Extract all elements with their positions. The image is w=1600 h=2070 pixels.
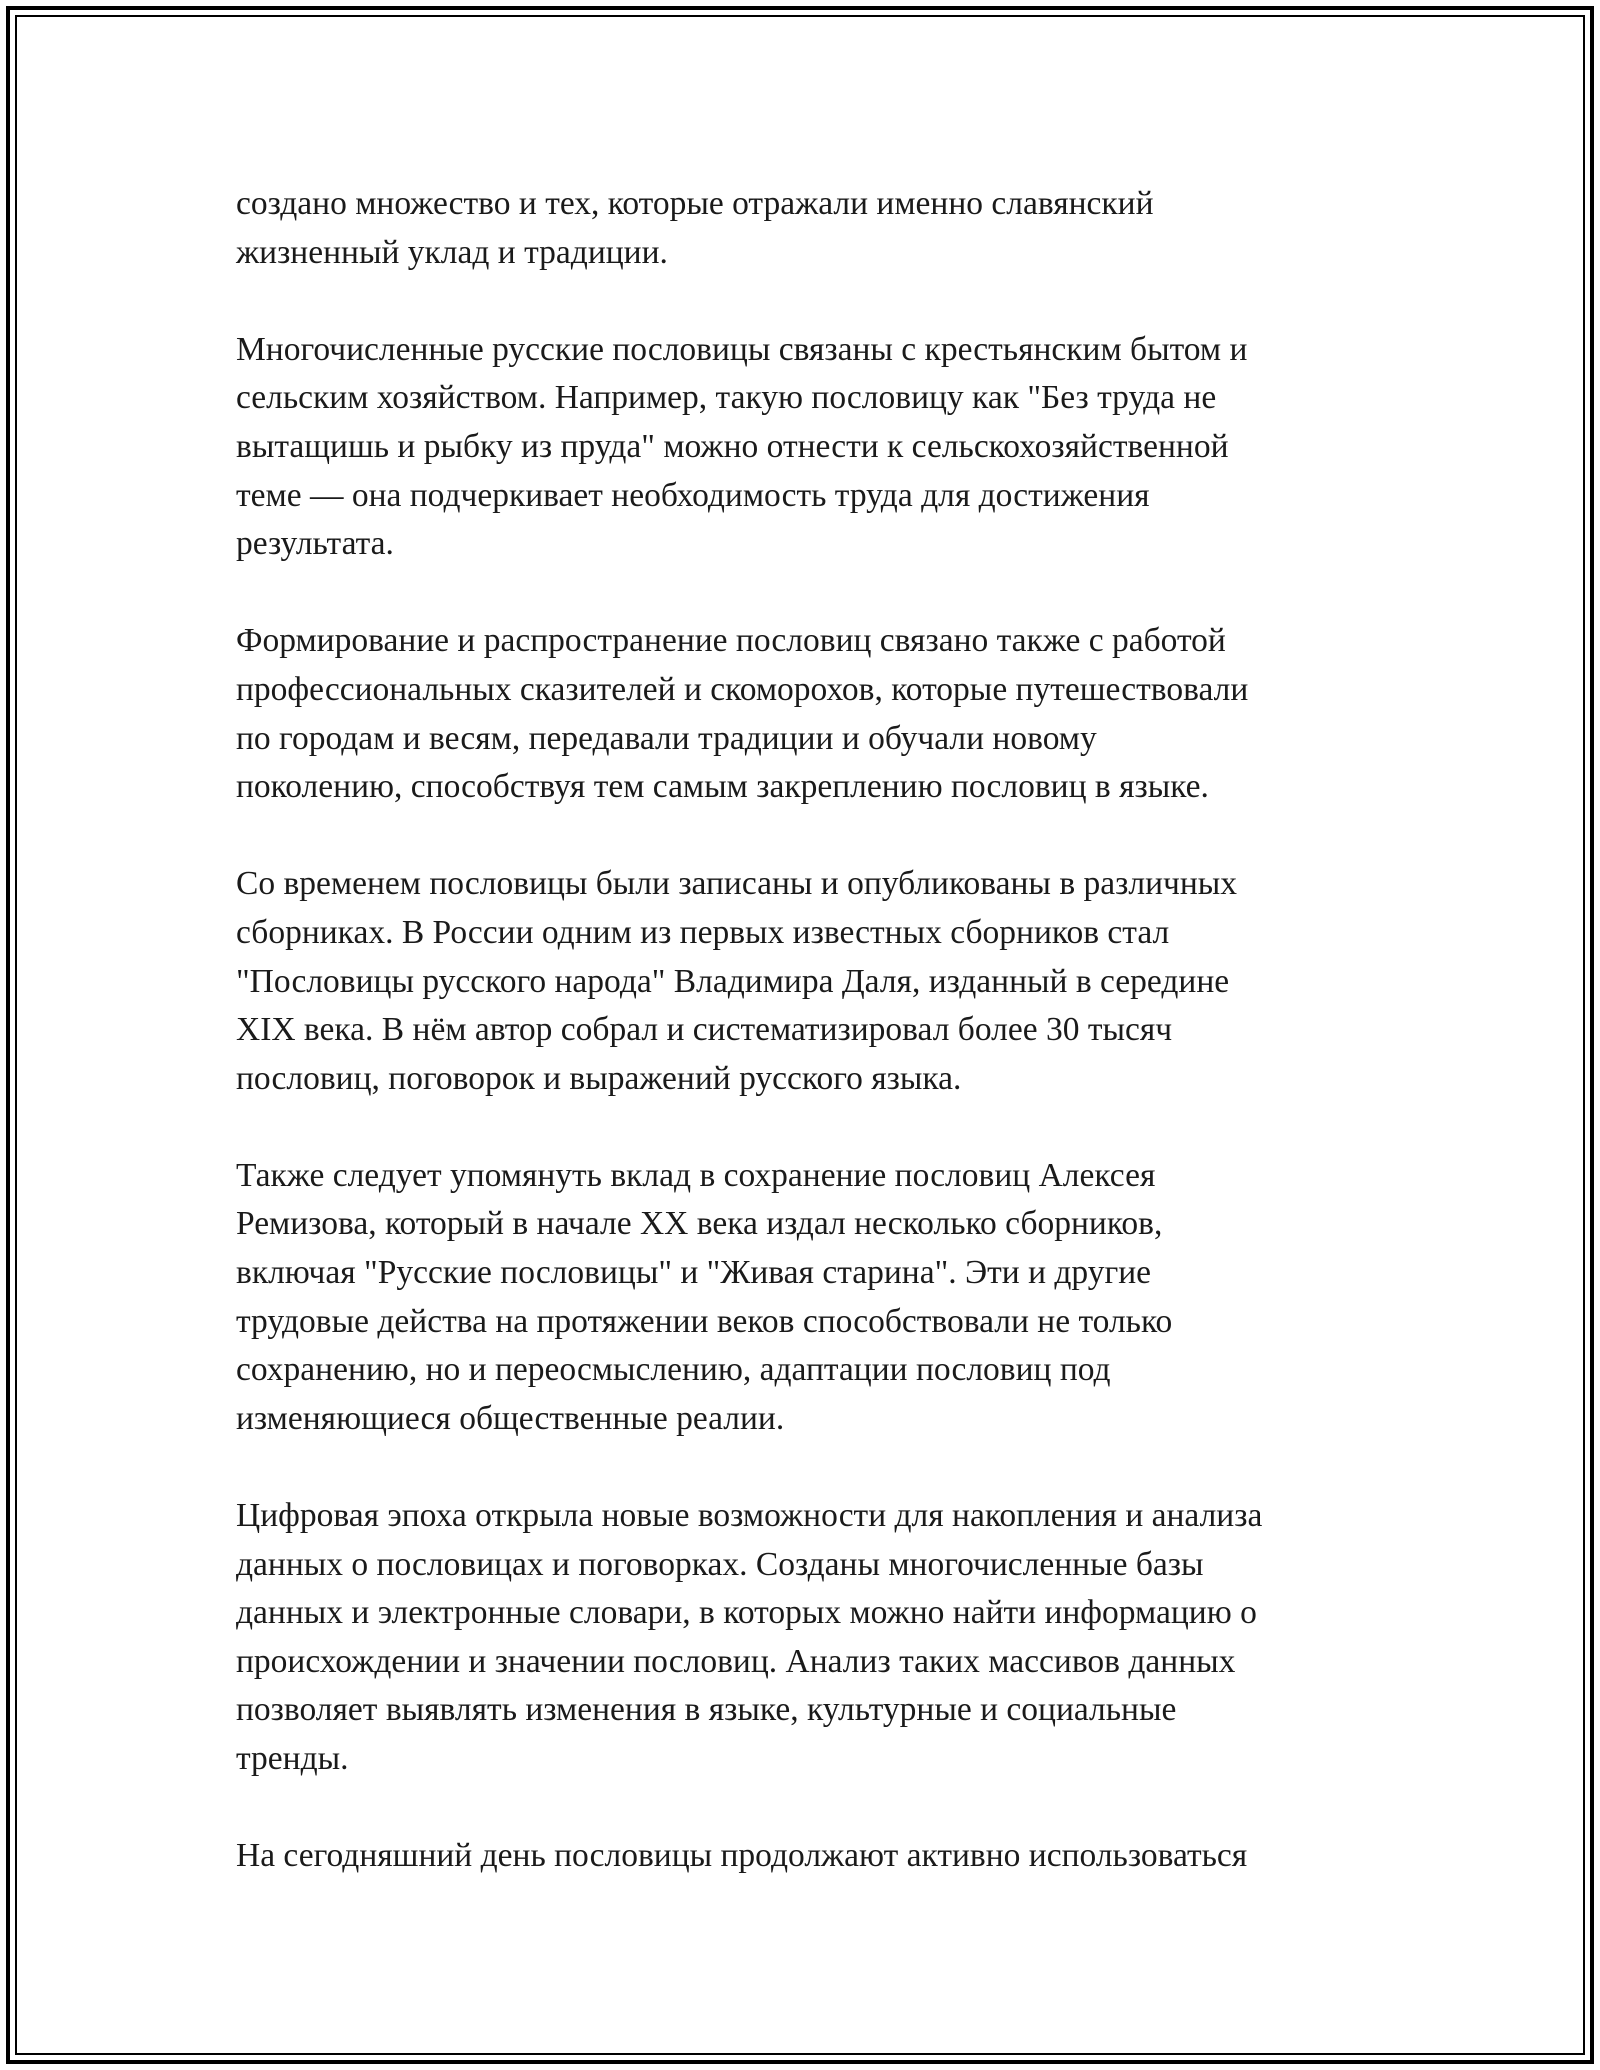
paragraph: Многочисленные русские пословицы связаны с крестьянским бытом и сельским хозяйством. Например, такую пословицу как "Без труда не вытащишь и рыбку из пруда" можно отнести к сельскохозяйственной теме — она подчеркивает необходимость труда для достижения результата.: [236, 330, 1248, 563]
paragraph: Формирование и распространение пословиц связано также с работой профессиональных сказителей и скоморохов, которые путешествовали по городам и весям, передавали традиции и обучали новому поколению, способствуя тем самым закреплению пословиц в языке.: [236, 622, 1249, 806]
paragraph: Также следует упомянуть вклад в сохранение пословиц Алексея Ремизова, который в начале XX века издал несколько сборников, включая "Русские пословицы" и "Живая старина". Эти и другие трудовые действа на протяжении веков способствовали не только сохранению, но и переосмыслению, адаптации пословиц под изменяющиеся общественные реалии.: [236, 1156, 1173, 1437]
paragraph: создано множество и тех, которые отражали именно славянский жизненный уклад и традиции.: [236, 185, 1154, 271]
paragraph: На сегодняшний день пословицы продолжают активно использоваться: [236, 1837, 1248, 1875]
document-body: [236, 180, 1376, 1929]
paragraph: Со временем пословицы были записаны и опубликованы в различных сборниках. В России одним из первых известных сборников стал "Пословицы русского народа" Владимира Даля, изданный в середине XIX века. В нём автор собрал и систематизировал более 30 тысяч пословиц, поговорок и выражений русского языка.: [236, 865, 1238, 1097]
paragraph: Цифровая эпоха открыла новые возможности для накопления и анализа данных о пословицах и поговорках. Созданы многочисленные базы данных и электронные словари, в которых можно найти информацию о происхождении и значении пословиц. Анализ таких массивов данных позволяет выявлять изменения в языке, культурные и социальные тренды.: [236, 1497, 1263, 1777]
